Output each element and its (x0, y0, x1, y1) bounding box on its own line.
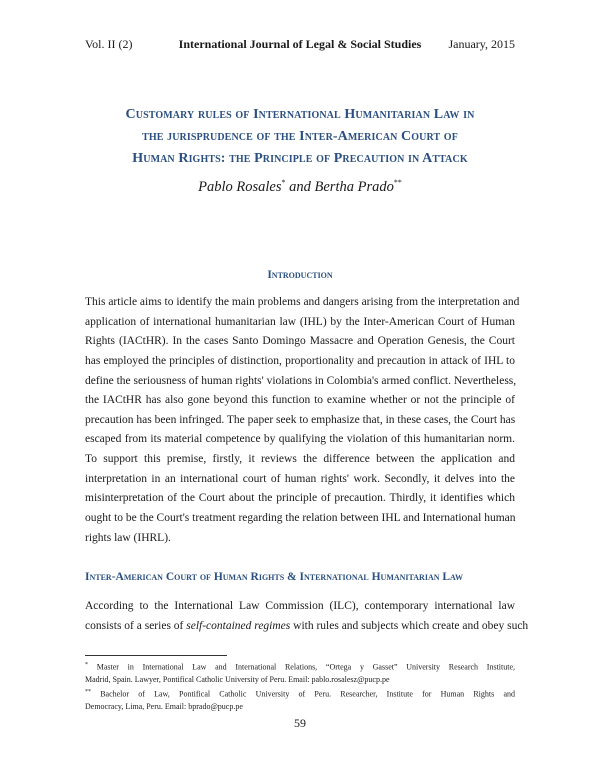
footnote-divider (85, 655, 227, 656)
text-line: application of international humanitarian law (IHL) by the Inter-American Court of Human (85, 315, 515, 328)
text-line: has employed the principles of distinction, proportionality and precaution in attack of IHL to (85, 354, 515, 367)
text-line: ought to be the Court's treatment regarding the relation between IHL and International human (85, 512, 516, 525)
footnotes (85, 659, 515, 714)
text-segment: consists of a series of (85, 619, 187, 632)
footnote-line (85, 686, 515, 701)
journal-name: International Journal of Legal & Social Studies (178, 37, 422, 51)
author-line (85, 178, 515, 196)
author-conjunction: and (285, 178, 315, 195)
footnote-text: Bachelor of Law, Pontifical Catholic University of Peru. Researcher, Institute for Human Rights and (91, 689, 515, 699)
volume-label: Vol. II (2) (85, 37, 133, 51)
article-title (85, 104, 515, 170)
title-line: Human Rights: the Principle of Precaution in Attack (132, 151, 468, 166)
text-line: misinterpretation of the Court about the principle of precaution. Thirdly, it identifies which (85, 492, 515, 505)
text-line: precaution has been infringed. The paper seek to emphasize that, in these cases, the Court has (85, 413, 516, 426)
text-segment: with rules and subjects which create and obey such (290, 619, 529, 632)
footnote-marker: ** (85, 689, 91, 696)
title-line: Customary rules of International Humanitarian Law in (125, 107, 475, 122)
author-name: Bertha Prado (314, 178, 394, 195)
title-line: the jurisprudence of the Inter-American Court of (142, 129, 458, 144)
page-number: 59 (294, 716, 306, 730)
section-paragraph (85, 597, 529, 636)
text-line: the IACtHR has also gone beyond this function to examine whether or not the principle of (85, 394, 515, 407)
issue-date: January, 2015 (448, 37, 515, 51)
footnote-text: Master in International Law and International Relations, “Ortega y Gasset” University Research Institute, (88, 662, 515, 672)
running-header (85, 37, 515, 53)
text-line: To support this premise, firstly, it reviews the difference between the application and (85, 453, 515, 466)
text-line: This article aims to identify the main problems and dangers arising from the interpretation and (85, 296, 520, 308)
text-line: escaped from its material competence by qualifying the violation of this humanitarian norm. (85, 433, 515, 446)
footnote-line (85, 659, 515, 674)
italic-term: self-contained regimes (186, 619, 291, 632)
text-line: define the seriousness of human rights' violations in Colombia's armed conflict. Nevertheless, (85, 374, 517, 387)
section-heading: Inter-American Court of Human Rights & International Humanitarian Law (85, 571, 463, 583)
footnote-line: Democracy, Lima, Peru. Email: bprado@pucp.pe (85, 702, 243, 712)
text-line: interpretation in an international court of human rights' work. Secondly, it delves into the (85, 472, 515, 485)
text-line: Rights (IACtHR). In the cases Santo Domingo Massacre and Operation Genesis, the Court (85, 335, 515, 348)
footnote-line: Madrid, Spain. Lawyer, Pontifical Catholic University of Peru. Email: pablo.rosalesz@pucp.pe (85, 674, 390, 684)
footnote-marker: * (85, 662, 88, 668)
footnote-marker: * (281, 178, 286, 187)
introduction-heading: Introduction (267, 269, 333, 281)
text-line: According to the International Law Commission (ILC), contemporary international law (85, 600, 515, 612)
text-line (85, 617, 529, 637)
text-line: rights law (IHRL). (85, 531, 171, 544)
author-name: Pablo Rosales (198, 178, 282, 195)
introduction-paragraph (85, 293, 520, 548)
footnote-marker: ** (393, 178, 402, 187)
